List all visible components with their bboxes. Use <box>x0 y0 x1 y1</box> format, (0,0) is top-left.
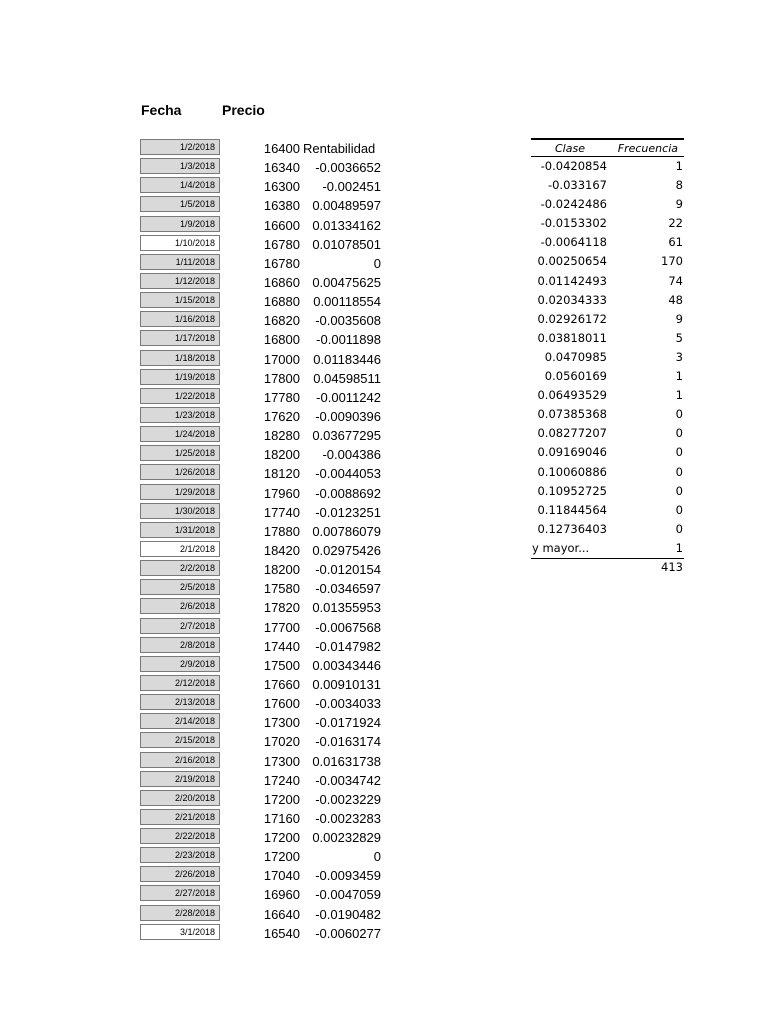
rentabilidad-cell[interactable]: -0.0067568 <box>315 619 381 635</box>
rentabilidad-cell[interactable]: 0.01631738 <box>312 753 381 769</box>
rentabilidad-cell[interactable]: -0.0120154 <box>315 562 381 578</box>
frequency-row <box>531 310 684 329</box>
price-cell[interactable]: 17500 <box>263 657 300 673</box>
rentabilidad-cell[interactable]: 0.03677295 <box>312 428 381 444</box>
frecuencia-cell[interactable]: 1 <box>675 540 683 555</box>
rentabilidad-cell[interactable]: -0.0047059 <box>315 887 381 903</box>
rentabilidad-cell[interactable]: 0.00118554 <box>313 294 381 310</box>
price-cell[interactable]: 17600 <box>263 696 300 712</box>
clase-header: Clase <box>555 142 585 155</box>
clase-cell[interactable]: 0.08277207 <box>537 426 607 441</box>
clase-cell[interactable]: 0.0470985 <box>544 349 607 364</box>
date-cell[interactable]: 2/8/2018 <box>140 637 220 653</box>
frequency-row <box>531 405 684 424</box>
date-cell[interactable]: 1/15/2018 <box>140 292 220 308</box>
table-row <box>140 828 400 847</box>
frequency-table-header <box>531 138 684 157</box>
table-row <box>140 790 400 809</box>
price-cell[interactable]: 16800 <box>263 332 300 348</box>
frecuencia-cell[interactable]: 9 <box>675 311 683 326</box>
table-row <box>140 330 400 349</box>
frecuencia-header: Frecuencia <box>617 142 678 155</box>
clase-cell[interactable]: 0.0560169 <box>544 369 607 384</box>
date-cell[interactable]: 2/5/2018 <box>140 579 220 595</box>
date-cell[interactable]: 2/23/2018 <box>140 847 220 863</box>
table-row <box>140 273 400 292</box>
rentabilidad-cell[interactable]: -0.0023229 <box>315 791 381 807</box>
date-cell[interactable]: 2/2/2018 <box>140 560 220 576</box>
table-row <box>140 158 400 177</box>
rentabilidad-cell[interactable]: -0.0011242 <box>316 389 381 405</box>
table-row <box>140 560 400 579</box>
date-cell[interactable]: 2/1/2018 <box>140 541 220 557</box>
frecuencia-cell[interactable]: 61 <box>668 235 683 250</box>
frequency-rows <box>531 157 684 558</box>
price-cell[interactable]: 17700 <box>263 619 300 635</box>
price-cell[interactable]: 17440 <box>263 638 300 654</box>
frequency-row <box>531 539 684 558</box>
rentabilidad-cell[interactable]: -0.0044053 <box>315 466 381 482</box>
date-cell[interactable]: 2/15/2018 <box>140 732 220 748</box>
fecha-header: Fecha <box>141 102 182 118</box>
rentabilidad-cell[interactable]: 0.00786079 <box>312 523 381 539</box>
table-row <box>140 216 400 235</box>
date-cell[interactable]: 2/21/2018 <box>140 809 220 825</box>
table-row <box>140 694 400 713</box>
clase-cell[interactable]: 0.10060886 <box>537 464 607 479</box>
date-cell[interactable]: 1/30/2018 <box>140 503 220 519</box>
frequency-row <box>531 367 684 386</box>
price-cell[interactable]: 17300 <box>263 753 300 769</box>
table-row <box>140 618 400 637</box>
table-row <box>140 885 400 904</box>
frequency-row <box>531 329 684 348</box>
clase-cell[interactable]: 0.12736403 <box>537 521 607 536</box>
price-cell[interactable]: 17200 <box>263 849 300 865</box>
frequency-row <box>531 291 684 310</box>
table-row <box>140 656 400 675</box>
rentabilidad-cell[interactable]: 0 <box>373 849 381 865</box>
frequency-row <box>531 195 684 214</box>
price-cell[interactable]: 16860 <box>263 274 300 290</box>
date-cell[interactable]: 1/4/2018 <box>140 177 220 193</box>
date-cell[interactable]: 1/22/2018 <box>140 388 220 404</box>
rentabilidad-cell[interactable]: -0.0163174 <box>315 734 381 750</box>
date-cell[interactable]: 1/16/2018 <box>140 311 220 327</box>
rentabilidad-cell[interactable]: 0.00232829 <box>312 830 381 846</box>
table-row <box>140 484 400 503</box>
price-cell[interactable]: 17800 <box>263 370 300 386</box>
precio-header: Precio <box>222 102 265 118</box>
rentabilidad-cell[interactable]: 0 <box>373 255 381 271</box>
rentabilidad-header[interactable]: Rentabilidad <box>303 141 376 156</box>
date-cell[interactable]: 2/22/2018 <box>140 828 220 844</box>
date-cell[interactable]: 2/20/2018 <box>140 790 220 806</box>
rentabilidad-cell[interactable]: 0.01334162 <box>312 217 381 233</box>
date-cell[interactable]: 2/12/2018 <box>140 675 220 691</box>
frequency-row <box>531 233 684 252</box>
frecuencia-cell[interactable]: 3 <box>675 349 683 364</box>
price-cell[interactable]: 16340 <box>263 160 300 176</box>
table-row <box>140 637 400 656</box>
price-cell[interactable]: 17960 <box>263 485 300 501</box>
frequency-row <box>531 482 684 501</box>
clase-cell[interactable]: 0.11844564 <box>537 502 607 517</box>
table-row <box>140 311 400 330</box>
price-cell[interactable]: 16300 <box>263 179 300 195</box>
price-cell[interactable]: 17740 <box>263 504 300 520</box>
date-cell[interactable]: 2/28/2018 <box>140 905 220 921</box>
price-cell[interactable]: 16380 <box>263 198 300 214</box>
rentabilidad-cell[interactable]: -0.0034742 <box>315 772 381 788</box>
rentabilidad-cell[interactable]: -0.0036652 <box>315 160 381 176</box>
price-cell[interactable]: 16640 <box>263 906 300 922</box>
frecuencia-cell[interactable]: 1 <box>675 159 683 173</box>
table-row <box>140 369 400 388</box>
price-cell[interactable]: 18120 <box>263 466 300 482</box>
rentabilidad-cell[interactable]: -0.0171924 <box>315 715 381 731</box>
rentabilidad-cell[interactable]: 0.01183446 <box>313 351 381 367</box>
date-cell[interactable]: 2/13/2018 <box>140 694 220 710</box>
price-cell[interactable]: 17020 <box>263 734 300 750</box>
date-cell[interactable]: 2/9/2018 <box>140 656 220 672</box>
clase-cell[interactable]: 0.00250654 <box>537 254 607 269</box>
table-row <box>140 809 400 828</box>
price-cell[interactable]: 17240 <box>263 772 300 788</box>
frecuencia-cell[interactable]: 170 <box>661 254 683 269</box>
rentabilidad-cell[interactable]: -0.0190482 <box>315 906 381 922</box>
frequency-row <box>531 424 684 443</box>
price-cell[interactable]: 16540 <box>263 925 300 941</box>
table-row <box>140 541 400 560</box>
frequency-row <box>531 157 684 176</box>
frequency-row <box>531 386 684 405</box>
price-table <box>140 139 400 943</box>
price-cell[interactable]: 16400 <box>263 141 300 156</box>
rentabilidad-cell[interactable]: -0.0035608 <box>315 313 381 329</box>
frecuencia-cell[interactable]: 74 <box>668 273 683 288</box>
frecuencia-cell[interactable]: 0 <box>675 464 683 479</box>
rentabilidad-cell[interactable]: 0.00910131 <box>312 676 381 692</box>
table-row <box>140 139 400 158</box>
rentabilidad-cell[interactable]: -0.0147982 <box>315 638 381 654</box>
frecuencia-cell[interactable]: 9 <box>675 197 683 212</box>
price-cell[interactable]: 17000 <box>263 351 300 367</box>
frecuencia-cell[interactable]: 0 <box>675 426 683 441</box>
price-cell[interactable]: 18420 <box>263 542 300 558</box>
date-cell[interactable]: 2/26/2018 <box>140 866 220 882</box>
price-cell[interactable]: 16880 <box>263 294 300 310</box>
clase-cell[interactable]: 0.10952725 <box>537 483 607 498</box>
price-cell[interactable]: 16600 <box>263 217 300 233</box>
price-cell[interactable]: 18280 <box>263 428 300 444</box>
clase-cell[interactable]: 0.09169046 <box>537 445 607 460</box>
price-cell[interactable]: 17820 <box>263 600 300 616</box>
clase-cell[interactable]: 0.01142493 <box>537 273 607 288</box>
date-cell[interactable]: 1/31/2018 <box>140 522 220 538</box>
clase-cell[interactable]: 0.06493529 <box>537 388 607 403</box>
price-cell[interactable]: 17200 <box>263 791 300 807</box>
date-cell[interactable]: 1/11/2018 <box>140 254 220 270</box>
date-cell[interactable]: 2/16/2018 <box>140 752 220 768</box>
price-cell[interactable]: 17040 <box>263 868 300 884</box>
date-cell[interactable]: 1/10/2018 <box>140 235 220 251</box>
date-cell[interactable]: 1/18/2018 <box>140 350 220 366</box>
price-cell[interactable]: 17620 <box>263 408 300 424</box>
frecuencia-cell[interactable]: 1 <box>675 388 683 403</box>
frequency-row <box>531 443 684 462</box>
frequency-row <box>531 214 684 233</box>
table-row <box>140 235 400 254</box>
date-cell[interactable]: 2/27/2018 <box>140 885 220 901</box>
table-row <box>140 445 400 464</box>
clase-cell[interactable]: -0.0420854 <box>540 159 607 173</box>
frequency-row <box>531 348 684 367</box>
frecuencia-cell[interactable]: 0 <box>675 502 683 517</box>
table-row <box>140 771 400 790</box>
frecuencia-cell[interactable]: 0 <box>675 407 683 422</box>
frecuencia-cell[interactable]: 5 <box>675 330 683 345</box>
table-row <box>140 598 400 617</box>
rentabilidad-cell[interactable]: 0.00475625 <box>312 274 381 290</box>
table-row <box>140 177 400 196</box>
table-row <box>140 847 400 866</box>
frequency-table <box>531 138 684 577</box>
rentabilidad-cell[interactable]: 0.04598511 <box>313 370 381 386</box>
rentabilidad-cell[interactable]: -0.0034033 <box>315 696 381 712</box>
date-cell[interactable]: 1/19/2018 <box>140 369 220 385</box>
price-cell[interactable]: 17660 <box>263 676 300 692</box>
frecuencia-cell[interactable]: 1 <box>675 369 683 384</box>
rentabilidad-cell[interactable]: 0.01355953 <box>312 600 381 616</box>
frecuencia-cell[interactable]: 8 <box>675 178 683 193</box>
clase-cell[interactable]: y mayor... <box>532 540 590 555</box>
table-row <box>140 866 400 885</box>
table-row <box>140 522 400 541</box>
date-cell[interactable]: 3/1/2018 <box>140 924 220 940</box>
rentabilidad-cell[interactable]: 0.00489597 <box>312 198 381 214</box>
date-cell[interactable]: 1/2/2018 <box>140 139 220 155</box>
table-row <box>140 407 400 426</box>
price-cell[interactable]: 17580 <box>263 581 300 597</box>
frecuencia-cell[interactable]: 0 <box>675 521 683 536</box>
rentabilidad-cell[interactable]: 0.00343446 <box>312 657 381 673</box>
rentabilidad-cell[interactable]: -0.0023283 <box>315 810 381 826</box>
table-row <box>140 350 400 369</box>
price-cell[interactable]: 17780 <box>263 389 300 405</box>
date-cell[interactable]: 1/24/2018 <box>140 426 220 442</box>
frequency-row <box>531 501 684 520</box>
table-row <box>140 292 400 311</box>
date-cell[interactable]: 1/17/2018 <box>140 330 220 346</box>
table-row <box>140 924 400 943</box>
table-row <box>140 675 400 694</box>
table-row <box>140 426 400 445</box>
rentabilidad-cell[interactable]: -0.0011898 <box>316 332 381 348</box>
frequency-total: 413 <box>531 558 684 577</box>
clase-cell[interactable]: -0.033167 <box>547 178 607 193</box>
frecuencia-cell[interactable]: 0 <box>675 483 683 498</box>
frecuencia-cell[interactable]: 48 <box>668 292 683 307</box>
price-cell[interactable]: 18200 <box>263 562 300 578</box>
clase-cell[interactable]: 0.02034333 <box>537 292 607 307</box>
frecuencia-cell[interactable]: 22 <box>668 216 683 231</box>
price-cell[interactable]: 16960 <box>263 887 300 903</box>
price-cell[interactable]: 17200 <box>263 830 300 846</box>
rentabilidad-cell[interactable]: -0.0346597 <box>315 581 381 597</box>
price-cell[interactable]: 17160 <box>263 810 300 826</box>
date-cell[interactable]: 2/14/2018 <box>140 713 220 729</box>
date-cell[interactable]: 1/3/2018 <box>140 158 220 174</box>
date-cell[interactable]: 1/26/2018 <box>140 464 220 480</box>
frequency-row <box>531 272 684 291</box>
price-cell[interactable]: 16780 <box>263 236 300 252</box>
rentabilidad-cell[interactable]: -0.0090396 <box>315 408 381 424</box>
table-row <box>140 503 400 522</box>
date-cell[interactable]: 1/9/2018 <box>140 216 220 232</box>
clase-cell[interactable]: -0.0153302 <box>540 216 607 231</box>
date-cell[interactable]: 1/25/2018 <box>140 445 220 461</box>
table-row <box>140 752 400 771</box>
price-cell[interactable]: 16820 <box>263 313 300 329</box>
price-cell[interactable]: 17880 <box>263 523 300 539</box>
date-cell[interactable]: 2/7/2018 <box>140 618 220 634</box>
rentabilidad-cell[interactable]: -0.002451 <box>322 179 381 195</box>
clase-cell[interactable]: 0.03818011 <box>537 330 607 345</box>
clase-cell[interactable]: -0.0242486 <box>540 197 607 212</box>
date-cell[interactable]: 1/12/2018 <box>140 273 220 289</box>
date-cell[interactable]: 2/6/2018 <box>140 598 220 614</box>
table-row <box>140 196 400 215</box>
frequency-row <box>531 252 684 271</box>
rentabilidad-cell[interactable]: -0.0088692 <box>315 485 381 501</box>
rentabilidad-cell[interactable]: 0.02975426 <box>312 542 381 558</box>
rentabilidad-cell[interactable]: -0.0123251 <box>315 504 381 520</box>
clase-cell[interactable]: 0.02926172 <box>537 311 607 326</box>
table-row <box>140 713 400 732</box>
date-cell[interactable]: 2/19/2018 <box>140 771 220 787</box>
table-row <box>140 732 400 751</box>
rentabilidad-cell[interactable]: 0.01078501 <box>312 236 381 252</box>
price-cell[interactable]: 17300 <box>263 715 300 731</box>
date-cell[interactable]: 1/29/2018 <box>140 484 220 500</box>
rentabilidad-cell[interactable]: -0.0060277 <box>315 925 381 941</box>
table-row <box>140 254 400 273</box>
price-cell[interactable]: 18200 <box>263 447 300 463</box>
table-row <box>140 388 400 407</box>
frecuencia-cell[interactable]: 0 <box>675 445 683 460</box>
rentabilidad-cell[interactable]: -0.0093459 <box>315 868 381 884</box>
date-cell[interactable]: 1/5/2018 <box>140 196 220 212</box>
price-cell[interactable]: 16780 <box>263 255 300 271</box>
date-cell[interactable]: 1/23/2018 <box>140 407 220 423</box>
frequency-row <box>531 520 684 539</box>
rentabilidad-cell[interactable]: -0.004386 <box>322 447 381 463</box>
frequency-row <box>531 176 684 195</box>
frequency-row <box>531 463 684 482</box>
clase-cell[interactable]: 0.07385368 <box>537 407 607 422</box>
clase-cell[interactable]: -0.0064118 <box>540 235 607 250</box>
table-row <box>140 464 400 483</box>
table-row <box>140 579 400 598</box>
table-row <box>140 905 400 924</box>
